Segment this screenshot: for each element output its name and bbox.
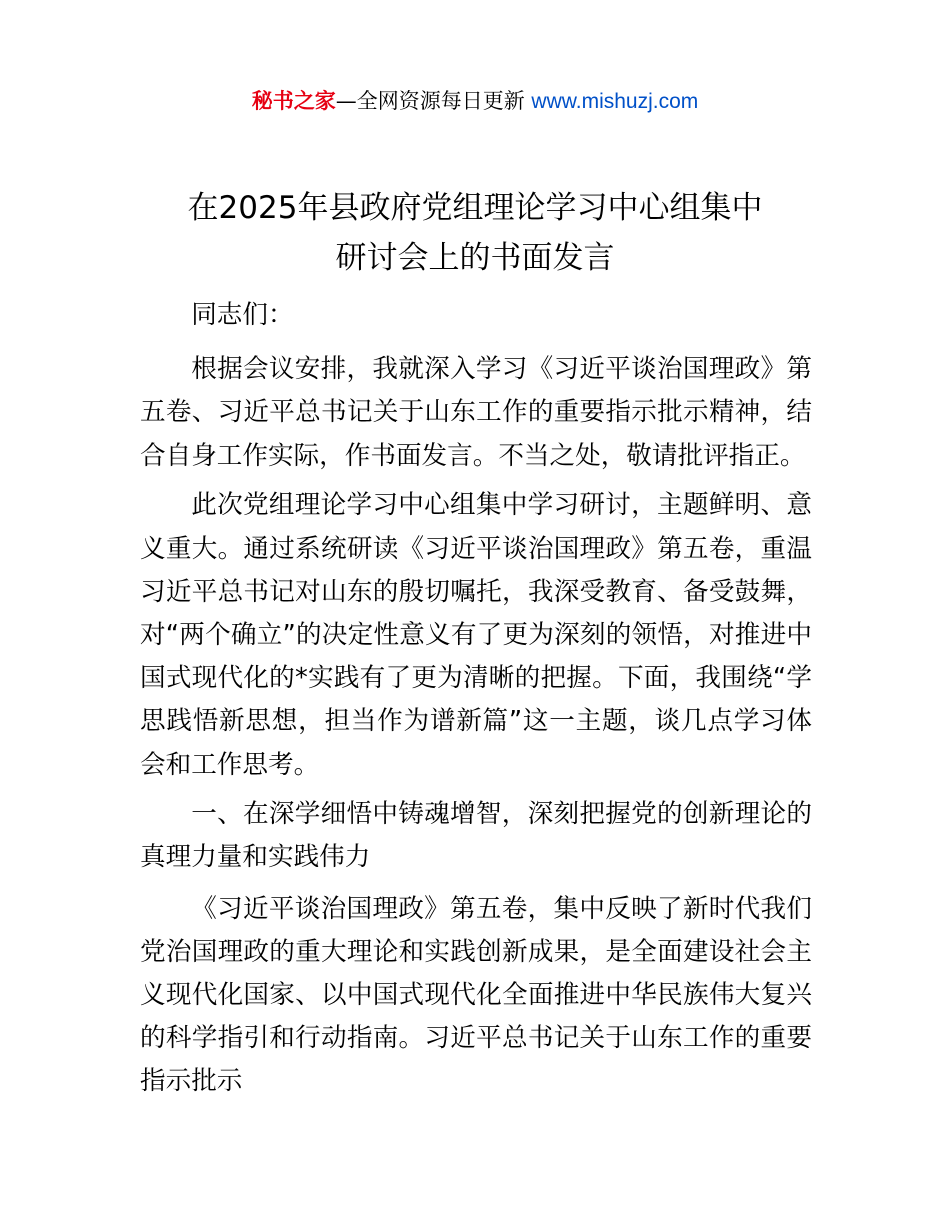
site-banner: [0, 86, 950, 117]
salutation: 同志们：: [191, 300, 294, 330]
section-1-paragraph: 《习近平谈治国理政》第五卷，集中反映了新时代我们党治国理政的重大理论和实践创新成果，是全面建设社会主义现代化国家、以中国式现代化全面推进中华民族伟大复兴的科学指引和行动指南。习近平总书记关于山东工作的重要指示批示: [140, 893, 812, 1097]
site-brand-name: 秘书之家: [251, 89, 336, 113]
body-paragraph-2: 此次党组理论学习中心组集中学习研讨，主题鲜明、意义重大。通过系统研读《习近平谈治国理政》第五卷，重温习近平总书记对山东的殷切嘱托，我深受教育、备受鼓舞，对“两个确立”的决定性意义有了更为深刻的领悟，对推进中国式现代化的*实践有了更为清晰的把握。下面，我围绕“学思践悟新思想，担当作为谱新篇”这一主题，谈几点学习体会和工作思考。: [140, 490, 812, 780]
document-body: [140, 294, 812, 1110]
document-title-line-1: 在2025年县政府党组理论学习中心组集中: [187, 190, 763, 226]
section-heading-1: 一、在深学细悟中铸魂增智，深刻把握党的创新理论的真理力量和实践伟力: [140, 799, 812, 873]
document-title-line-2: 研讨会上的书面发言: [335, 240, 615, 276]
body-paragraph-1: 根据会议安排，我就深入学习《习近平谈治国理政》第五卷、习近平总书记关于山东工作的重要指示批示精神，结合自身工作实际，作书面发言。不当之处，敬请批评指正。: [140, 354, 812, 471]
site-tagline: —全网资源每日更新: [335, 89, 532, 113]
document-title: [140, 183, 810, 283]
site-url-link[interactable]: www.mishuzj.com: [531, 90, 699, 113]
